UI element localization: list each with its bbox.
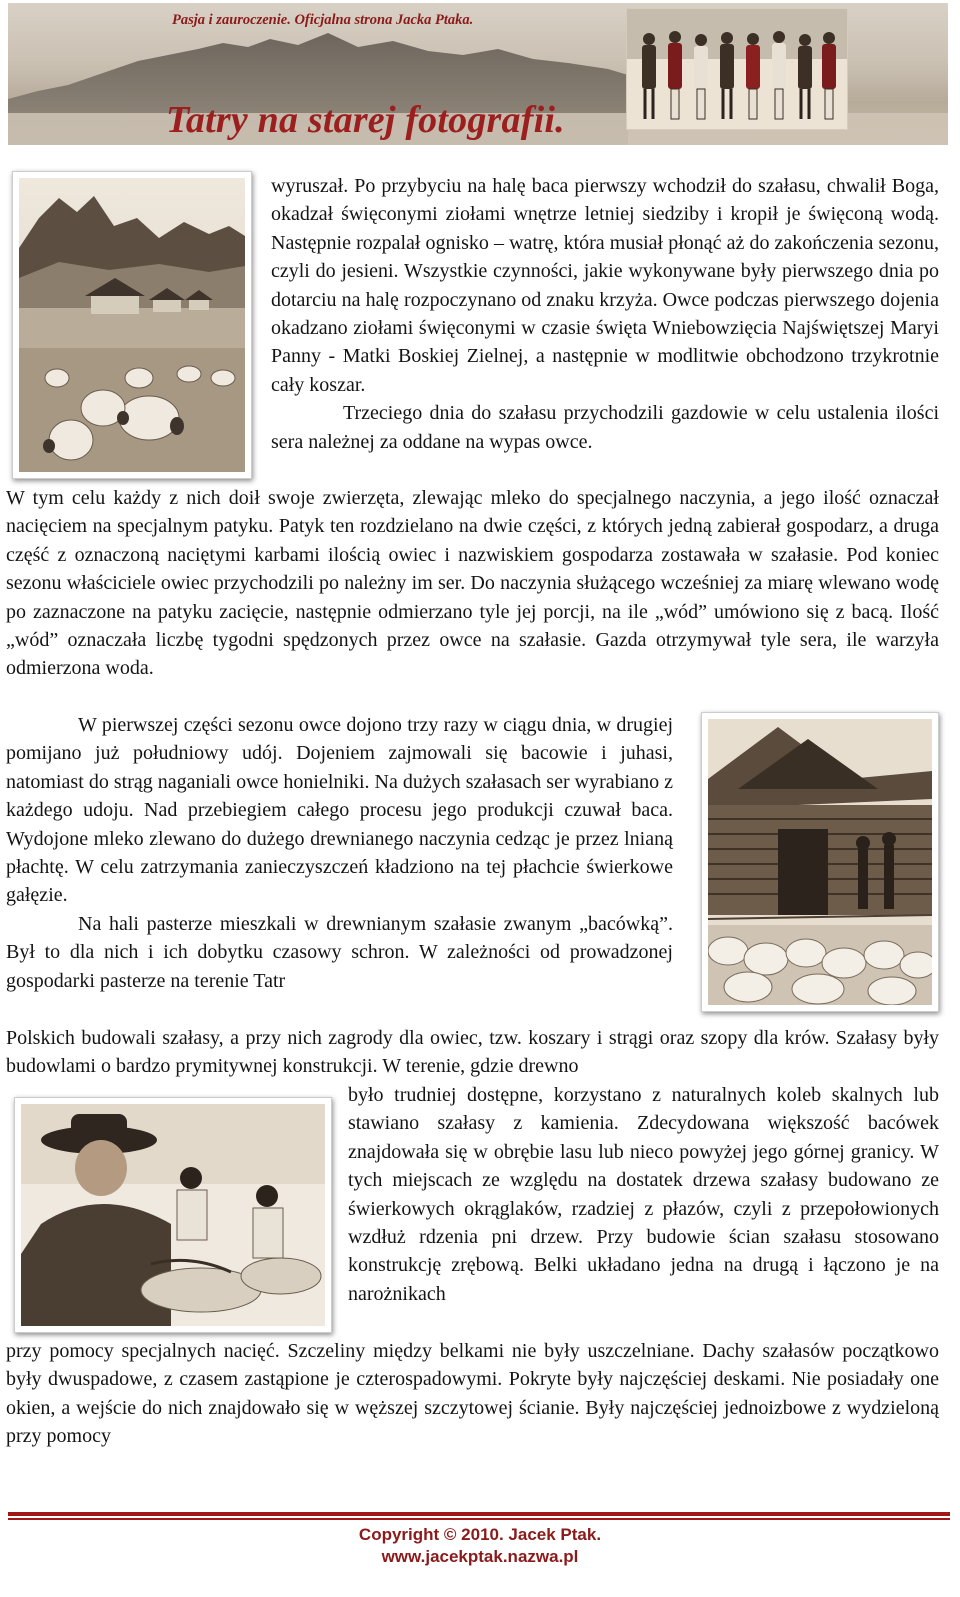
text-block-3 bbox=[6, 711, 673, 995]
shepherd-hut-photo bbox=[701, 712, 939, 1012]
paragraph-2-start: Trzeciego dnia do szałasu przychodzili gazdowie w celu ustalenia ilości sera należnej za oddane na wypas owce. bbox=[271, 402, 939, 453]
text-block-2 bbox=[6, 484, 939, 683]
paragraph-4-start: Na hali pasterze mieszkali w drewnianym szałasie zwanym „bacówką”. Był to dla nich i ich dobytku czasowy schron. W zależności od prowadzonej gospodarki pasterze na terenie Tatr bbox=[6, 912, 673, 992]
text-block-1 bbox=[271, 172, 939, 456]
shepherds-working-photo bbox=[14, 1097, 332, 1333]
paragraph-3: W pierwszej części sezonu owce dojono trzy razy w ciągu dnia, w drugiej pomijano już południowy udój. Dojeniem zajmowali się bacowie i juhasi, natomiast do strąg naganiali owce honielniki. Na dużych szałasach ser wyrabiano z każdego udoju. Nad przebiegiem całego procesu jego produkcji czuwał baca. Wydojone mleko zlewano do dużego drewnianego naczynia cedząc je przez lnianą płachtę. W celu zatrzymania zanieczyszczeń kładziono na tej płachcie świerkowe gałęzie. bbox=[6, 714, 673, 907]
site-tagline: Pasja i zauroczenie. Oficjalna strona Jacka Ptaka. bbox=[172, 12, 474, 28]
footer-copyright: Copyright © 2010. Jacek Ptak. bbox=[358, 1525, 602, 1544]
paragraph-1: wyruszał. Po przybyciu na halę baca pierwszy wchodził do szałasu, chwalił Boga, okadzał święconymi ziołami wnętrze letniej siedziby i kropił je święconą wodą. Następnie rozpalał ognisko – watrę, która musiał płonąć aż do zakończenia sezonu, czyli do jesieni. Wszystkie czynności, jakie wykonywane były pierwszego dnia po dotarciu na halę rozpoczynano od znaku krzyża. Owce podczas pierwszego dojenia okadzano ziołami święconymi w czasie święta Wniebowzięcia Najświętszej Maryi Panny - Matki Boskiej Zielnej, a następnie w modlitwie obchodzono trzykrotnie cały koszar. bbox=[271, 175, 939, 396]
text-block-6 bbox=[6, 1337, 939, 1451]
banner-title: Tatry na starej fotografii. bbox=[166, 99, 565, 141]
footer-rule-top bbox=[8, 1512, 950, 1516]
sheep-pasture-photo bbox=[12, 171, 252, 479]
header-banner bbox=[8, 3, 948, 145]
folk-costume-group-photo bbox=[626, 8, 848, 130]
paragraph-4-end: przy pomocy specjalnych nacięć. Szczeliny między belkami nie były uszczelniane. Dachy szałasów początkowo były dwuspadowe, z czasem zastąpione je czterospadowymi. Pokryte były najczęściej deskami. Nie posiadały one okien, a wejście do nich znajdowało się w węższej szczytowej ścianie. Były najczęściej jednoizbowe z wydzieloną przy pomocy bbox=[6, 1340, 939, 1448]
footer-url[interactable]: www.jacekptak.nazwa.pl bbox=[381, 1547, 579, 1566]
footer-rule-bottom bbox=[8, 1518, 950, 1520]
paragraph-4-middle: Polskich budowali szałasy, a przy nich zagrody dla owiec, tzw. koszary i strągi oraz szopy dla krów. Szałasy były budowlami o bardzo prymitywnej konstrukcji. W terenie, gdzie drewno bbox=[6, 1027, 939, 1078]
text-block-4 bbox=[6, 1024, 939, 1081]
text-block-5 bbox=[348, 1081, 939, 1308]
paragraph-4-right: było trudniej dostępne, korzystano z naturalnych koleb skalnych lub stawiano szałasy z kamienia. Zdecydowana większość bacówek znajdowała się w obrębie lasu lub nieco powyżej jego górnej granicy. W tych miejscach ze względu na dostatek drzewa szałasy budowano ze świerkowych okrąglaków, rzadziej z płazów, czyli z przepołowionych wzdłuż rdzenia pni drzew. Przy budowie ścian szałasu stosowano konstrukcję zrębową. Belki układano jedna na drugą i łączono je na narożnikach bbox=[348, 1084, 939, 1305]
paragraph-2-cont: W tym celu każdy z nich doił swoje zwierzęta, zlewając mleko do specjalnego naczynia, a jego ilość oznaczał nacięciem na specjalnym patyku. Patyk ten rozdzielano na dwie części, z których jedną zabierał gospodarz, a druga część z oznaczoną naciętymi karbami ilością owiec i nazwiskiem gospodarza zostawała w szałasie. Pod koniec sezonu właściciele owiec przychodzili po należny im ser. Do naczynia służącego wcześniej za miarę wlewano wodę po zaznaczone na patyku zacięcie, następnie odmierzano tyle jej porcji, na ile „wód” umówiono się z bacą. Ilość „wód” oznaczała liczbę tygodni spędzonych przez owce na szałasie. Gazda otrzymywał tyle sera, ile warzyła odmierzona woda. bbox=[6, 487, 939, 680]
